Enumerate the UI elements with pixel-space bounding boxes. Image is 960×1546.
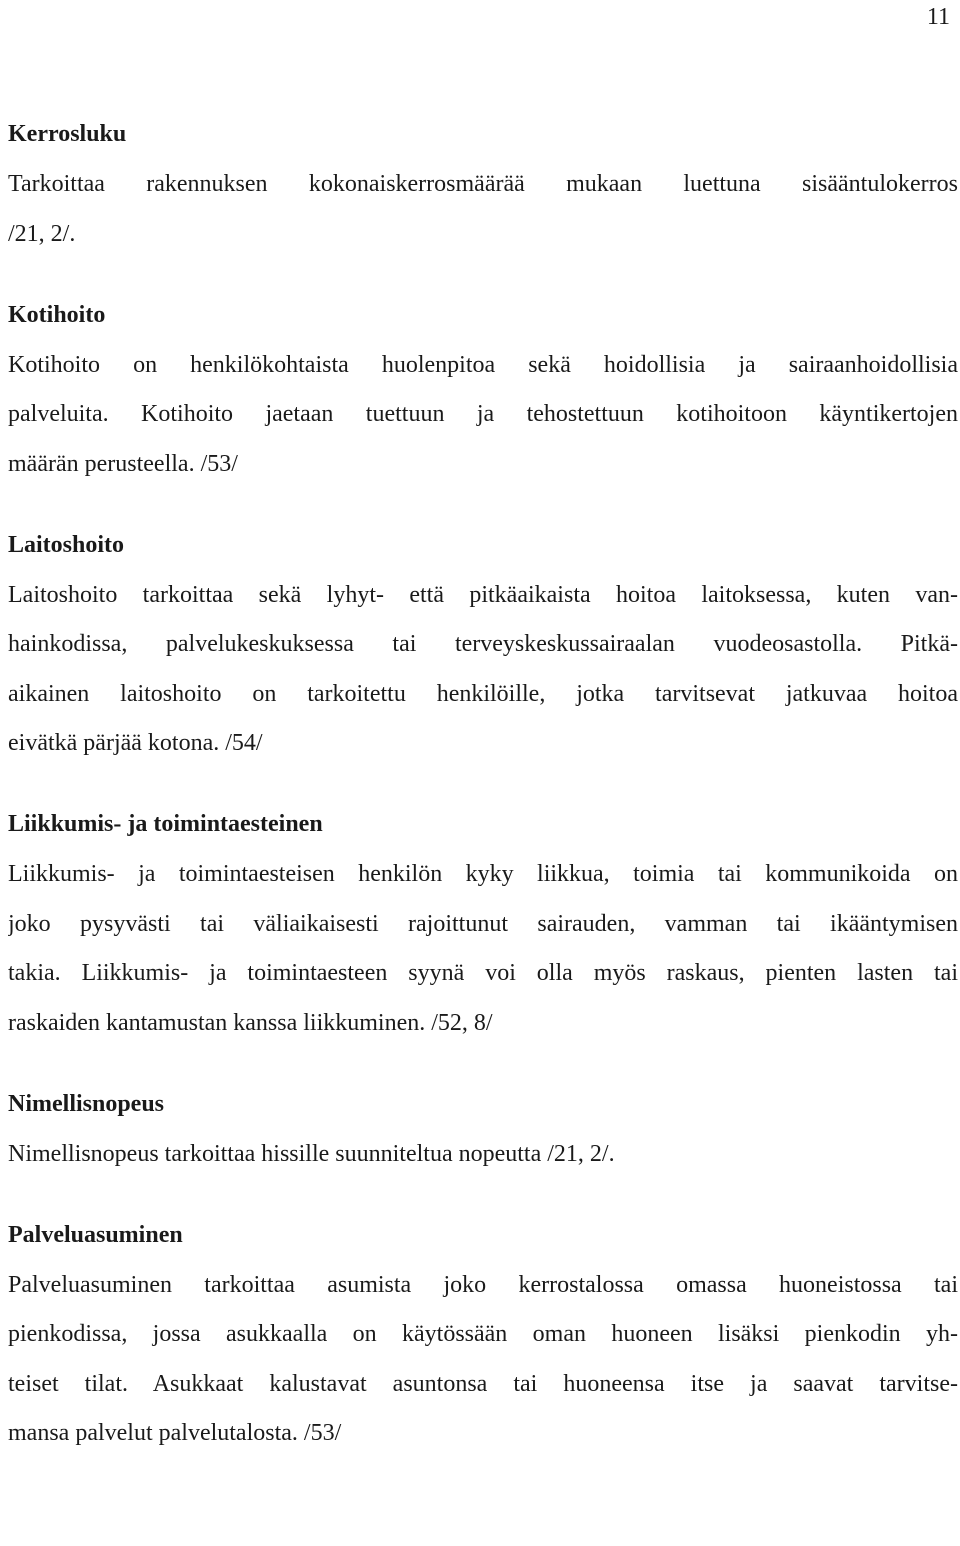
- glossary-entry-laitoshoito: [8, 529, 958, 760]
- glossary-entry-liikkumis-ja-toimintaesteinen: [8, 808, 958, 1039]
- definition-line: aikainen laitoshoito on tarkoitettu henkilöille, jotka tarvitsevat jatkuvaa hoitoa: [8, 680, 958, 707]
- definition-line: Laitoshoito tarkoittaa sekä lyhyt- että pitkäaikaista hoitoa laitoksessa, kuten van-: [8, 581, 958, 608]
- glossary: [8, 118, 958, 1498]
- definition-line: /21, 2/.: [8, 220, 76, 247]
- glossary-entry-kotihoito: [8, 299, 958, 480]
- definition-line: Kotihoito on henkilökohtaista huolenpitoa sekä hoidollisia ja sairaanhoidollisia: [8, 351, 958, 378]
- glossary-entry-palveluasuminen: [8, 1219, 958, 1450]
- term-heading: Kotihoito: [8, 301, 106, 328]
- definition-line: palveluita. Kotihoito jaetaan tuettuun ja tehostettuun kotihoitoon käyntikertojen: [8, 401, 958, 427]
- definition-line: eivätkä pärjää kotona. /54/: [8, 730, 263, 756]
- glossary-entry-nimellisnopeus: [8, 1088, 958, 1170]
- definition-line: mansa palvelut palvelutalosta. /53/: [8, 1420, 342, 1446]
- definition-line: Nimellisnopeus tarkoittaa hissille suunniteltua nopeutta /21, 2/.: [8, 1140, 615, 1167]
- definition-line: raskaiden kantamustan kanssa liikkuminen. /52, 8/: [8, 1009, 493, 1036]
- definition-line: joko pysyvästi tai väliaikaisesti rajoittunut sairauden, vamman tai ikääntymisen: [8, 910, 958, 937]
- term-heading: Palveluasuminen: [8, 1221, 183, 1248]
- term-heading: Nimellisnopeus: [8, 1090, 165, 1117]
- term-heading: Laitoshoito: [8, 531, 125, 558]
- term-heading: Kerrosluku: [8, 121, 127, 147]
- definition-line: teiset tilat. Asukkaat kalustavat asuntonsa tai huoneensa itse ja saavat tarvitse-: [8, 1370, 958, 1397]
- definition-line: hainkodissa, palvelukeskuksessa tai terveyskeskussairaalan vuodeosastolla. Pitkä-: [8, 631, 958, 657]
- definition-line: Liikkumis- ja toimintaesteisen henkilön kyky liikkua, toimia tai kommunikoida on: [8, 861, 958, 887]
- definition-line: Palveluasuminen tarkoittaa asumista joko kerrostalossa omassa huoneistossa tai: [8, 1271, 958, 1298]
- page-number: 11: [926, 4, 950, 30]
- definition-line: Tarkoittaa rakennuksen kokonaiskerrosmäärää mukaan luettuna sisääntulokerros: [8, 171, 958, 197]
- definition-line: takia. Liikkumis- ja toimintaesteen syynä voi olla myös raskaus, pienten lasten tai: [8, 960, 958, 986]
- definition-line: pienkodissa, jossa asukkaalla on käytössään oman huoneen lisäksi pienkodin yh-: [8, 1321, 958, 1347]
- term-heading: Liikkumis- ja toimintaesteinen: [8, 811, 323, 837]
- glossary-entry-kerrosluku: [8, 118, 958, 250]
- definition-line: määrän perusteella. /53/: [8, 450, 238, 477]
